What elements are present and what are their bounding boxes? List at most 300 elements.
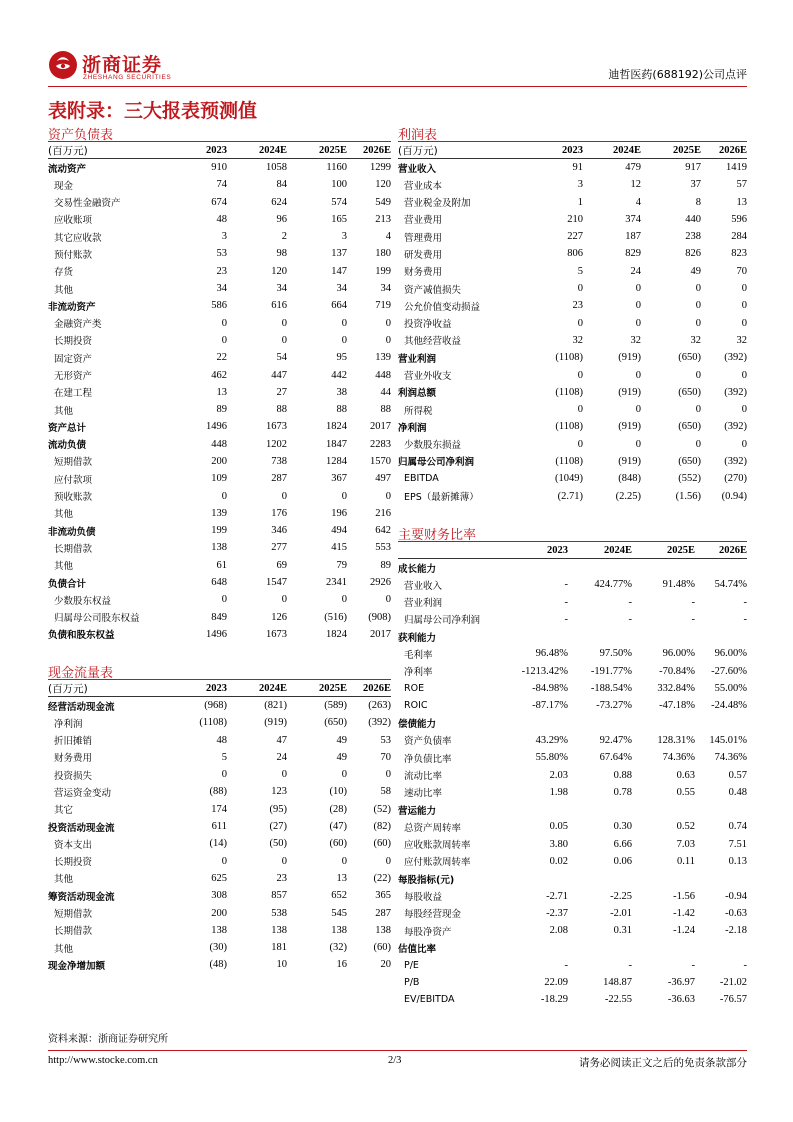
cell-value: 415 — [331, 542, 347, 554]
row-label: EV/EBITDA — [404, 994, 455, 1006]
cell-value: 0 — [221, 490, 227, 502]
cell-value — [568, 801, 632, 818]
cell-value: 32 — [572, 334, 583, 346]
cell-value: (22) — [373, 872, 391, 884]
cell-value — [508, 628, 568, 645]
cell-value: 0 — [635, 369, 641, 381]
row-label: 财务费用 — [404, 267, 443, 279]
ratios-title: 主要财务比率 — [398, 528, 477, 543]
cell-value: 284 — [731, 231, 747, 243]
cell-value: 1496 — [206, 628, 227, 640]
cell-value: 200 — [211, 907, 227, 919]
row-label: 其他 — [54, 943, 74, 955]
cell-value: 216 — [375, 507, 391, 519]
cell-value: 58 — [380, 786, 391, 798]
row-label: 营业收入 — [404, 580, 443, 592]
cell-value: (2.71) — [557, 490, 583, 502]
row-label: 金融资产类 — [54, 319, 102, 331]
cell-value: 13 — [216, 386, 227, 398]
income-statement-table — [398, 141, 747, 505]
cell-value: 0 — [741, 300, 747, 312]
cell-value: 0.30 — [613, 821, 632, 833]
unit-label: (百万元) — [48, 680, 167, 697]
cell-value: 0.78 — [613, 786, 632, 798]
cell-value: 1160 — [326, 162, 347, 174]
cell-value: (10) — [329, 786, 347, 798]
table-row — [398, 401, 747, 418]
row-label: 归属母公司净利润 — [404, 615, 481, 627]
row-label: 少数股东权益 — [54, 595, 112, 607]
cell-value: 0.48 — [728, 786, 747, 798]
row-label: 营运能力 — [398, 805, 437, 817]
cell-value: -76.57 — [719, 994, 747, 1006]
cell-value: -188.54% — [590, 683, 632, 695]
row-label: 其它应收款 — [54, 232, 102, 244]
cell-value: 440 — [685, 213, 701, 225]
row-label: 获利能力 — [398, 632, 437, 644]
cell-value: 287 — [375, 907, 391, 919]
cell-value: 806 — [567, 248, 583, 260]
row-label: EBITDA — [404, 473, 439, 485]
cell-value: 2.03 — [549, 769, 568, 781]
table-row — [398, 628, 747, 645]
cell-value: 0 — [341, 594, 347, 606]
cell-value: (263) — [368, 700, 391, 712]
cell-value: 0.57 — [728, 769, 747, 781]
cell-value: 0 — [341, 769, 347, 781]
cell-value: (919) — [618, 386, 641, 398]
cell-value: 16 — [336, 959, 347, 971]
row-label: 营业费用 — [404, 215, 443, 227]
cell-value: 123 — [271, 786, 287, 798]
table-row — [48, 818, 391, 835]
table-row — [398, 314, 747, 331]
cell-value: 857 — [271, 890, 287, 902]
footer-url[interactable]: http://www.stocke.com.cn — [48, 1055, 158, 1066]
cell-value: (48) — [209, 959, 227, 971]
cell-value: 0.11 — [677, 855, 695, 867]
table-row — [398, 593, 747, 610]
year-header: 2024E — [583, 142, 641, 159]
cell-value: (392) — [724, 352, 747, 364]
cell-value: 1673 — [266, 421, 287, 433]
row-label: 长期投资 — [54, 857, 93, 869]
table-row — [48, 783, 391, 800]
cell-value: -84.98% — [532, 683, 568, 695]
cell-value: (88) — [209, 786, 227, 798]
cell-value: 0 — [577, 317, 583, 329]
cell-value: 98 — [276, 248, 287, 260]
cell-value: 8 — [695, 196, 701, 208]
table-row — [48, 522, 391, 539]
cell-value: 0 — [695, 317, 701, 329]
cell-value: -191.77% — [590, 665, 632, 677]
cell-value: 199 — [375, 265, 391, 277]
table-row — [48, 176, 391, 193]
cell-value: 49 — [336, 734, 347, 746]
row-label: 投资净收益 — [404, 319, 452, 331]
table-row — [48, 470, 391, 487]
row-label: 预收账款 — [54, 492, 93, 504]
cell-value: - — [628, 959, 632, 971]
cell-value: 462 — [211, 369, 227, 381]
year-header: 2023 — [508, 542, 568, 559]
cell-value: 1496 — [206, 421, 227, 433]
cell-value — [632, 559, 695, 576]
cell-value — [632, 870, 695, 887]
table-row — [398, 349, 747, 366]
cell-value: 1824 — [326, 421, 347, 433]
cell-value: 0.63 — [676, 769, 695, 781]
cell-value: 448 — [375, 369, 391, 381]
cell-value: 0.52 — [676, 821, 695, 833]
cell-value: 2.08 — [549, 925, 568, 937]
cell-value: -1.42 — [673, 907, 695, 919]
table-row — [48, 852, 391, 869]
row-label: 其他 — [54, 284, 74, 296]
cell-value: 109 — [211, 473, 227, 485]
cell-value: 648 — [211, 577, 227, 589]
cell-value: 138 — [331, 924, 347, 936]
cell-value: 1202 — [266, 438, 287, 450]
year-header: 2026E — [347, 680, 391, 697]
cell-value: - — [628, 613, 632, 625]
table-row — [398, 193, 747, 210]
cell-value: (968) — [204, 700, 227, 712]
row-label: 速动比率 — [404, 788, 443, 800]
cell-value: (919) — [618, 352, 641, 364]
cell-value: (60) — [329, 838, 347, 850]
footer-disclaimer: 请务必阅读正文之后的免责条款部分 — [579, 1057, 747, 1069]
table-row — [398, 453, 747, 470]
cell-value: 0 — [635, 283, 641, 295]
cell-value: 0 — [281, 855, 287, 867]
cell-value: 138 — [211, 542, 227, 554]
row-label: 净利润 — [54, 718, 83, 730]
cell-value: (392) — [724, 386, 747, 398]
cell-value: 96.48% — [535, 648, 568, 660]
row-label: 应收账款周转率 — [404, 840, 471, 852]
cell-value: 1299 — [370, 162, 391, 174]
table-row — [398, 905, 747, 922]
cell-value — [508, 939, 568, 956]
table-row — [48, 904, 391, 921]
table-row — [48, 332, 391, 349]
cell-value: 0 — [221, 855, 227, 867]
cell-value: (82) — [373, 821, 391, 833]
cell-value — [632, 939, 695, 956]
cell-value: 0 — [695, 283, 701, 295]
table-row — [48, 626, 391, 643]
cell-value: 4 — [385, 231, 391, 243]
cell-value: 165 — [331, 213, 347, 225]
row-label: 公允价值变动损益 — [404, 301, 481, 313]
table-row — [48, 245, 391, 262]
cell-value — [508, 801, 568, 818]
cell-value: - — [691, 959, 695, 971]
page-title: 表附录：三大报表预测值 — [48, 100, 258, 122]
table-row — [48, 401, 391, 418]
cell-value: -2.18 — [725, 925, 747, 937]
table-row — [398, 297, 747, 314]
cell-value: (1108) — [199, 717, 227, 729]
cell-value: 0 — [741, 438, 747, 450]
cell-value: (2.25) — [615, 490, 641, 502]
cell-value: 0 — [281, 594, 287, 606]
row-label: 所得税 — [404, 405, 433, 417]
cell-value — [695, 801, 747, 818]
row-label: 营业收入 — [398, 163, 437, 175]
cell-value: 47 — [276, 734, 287, 746]
cell-value: (848) — [618, 473, 641, 485]
row-label: 折旧摊销 — [54, 736, 93, 748]
row-label: 长期借款 — [54, 543, 93, 555]
cell-value: 23 — [572, 300, 583, 312]
row-label: 归属母公司股东权益 — [54, 613, 140, 625]
cell-value: -1.56 — [673, 890, 695, 902]
cell-value: 5 — [577, 265, 583, 277]
cell-value: 0 — [695, 300, 701, 312]
cell-value: -36.63 — [667, 994, 695, 1006]
cell-value: - — [743, 959, 747, 971]
cell-value: 34 — [336, 283, 347, 295]
cell-value: (392) — [724, 421, 747, 433]
cell-value: 823 — [731, 248, 747, 260]
cell-value: - — [564, 613, 568, 625]
row-label: 财务费用 — [54, 753, 93, 765]
cell-value: 545 — [331, 907, 347, 919]
cell-value: 0 — [341, 334, 347, 346]
cell-value: 738 — [271, 455, 287, 467]
cell-value — [568, 628, 632, 645]
cell-value: 96.00% — [662, 648, 695, 660]
cell-value: 0.55 — [676, 786, 695, 798]
table-row — [398, 991, 747, 1008]
cell-value: 70 — [380, 751, 391, 763]
cell-value: (60) — [373, 838, 391, 850]
cell-value: 332.84% — [657, 683, 695, 695]
cell-value: 553 — [375, 542, 391, 554]
cell-value: 92.47% — [599, 734, 632, 746]
cell-value: 96 — [276, 213, 287, 225]
cash-flow-table — [48, 679, 391, 974]
year-header: 2025E — [287, 680, 347, 697]
row-label: 营业成本 — [404, 180, 443, 192]
table-row — [48, 870, 391, 887]
row-label: 投资损失 — [54, 770, 93, 782]
row-label: 利润总额 — [398, 388, 437, 400]
row-label: 长期借款 — [54, 926, 93, 938]
cell-value: - — [691, 596, 695, 608]
cell-value: 5 — [221, 751, 227, 763]
table-row — [398, 280, 747, 297]
table-row — [398, 645, 747, 662]
year-header: 2024E — [568, 542, 632, 559]
cell-value: 1 — [577, 196, 583, 208]
cell-value: 616 — [271, 300, 287, 312]
cell-value: 126 — [271, 611, 287, 623]
table-row — [398, 697, 747, 714]
cell-value: 38 — [336, 386, 347, 398]
cell-value: 187 — [625, 231, 641, 243]
cell-value: -0.94 — [725, 890, 747, 902]
row-label: 总资产周转率 — [404, 822, 462, 834]
table-row — [48, 418, 391, 435]
cell-value: 34 — [380, 283, 391, 295]
table-row — [48, 436, 391, 453]
table-row — [398, 853, 747, 870]
table-row — [48, 366, 391, 383]
cell-value: 34 — [216, 283, 227, 295]
cell-value: (908) — [368, 611, 391, 623]
cell-value: (95) — [269, 803, 287, 815]
table-row — [48, 939, 391, 956]
cell-value — [568, 559, 632, 576]
cell-value — [508, 870, 568, 887]
cell-value: 55.80% — [535, 752, 568, 764]
cell-value: 32 — [690, 334, 701, 346]
table-row — [398, 974, 747, 991]
cell-value: (32) — [329, 942, 347, 954]
cell-value: 0 — [281, 490, 287, 502]
cell-value: 0 — [577, 369, 583, 381]
cell-value: 0 — [341, 490, 347, 502]
table-row — [398, 957, 747, 974]
cell-value: 0 — [221, 594, 227, 606]
row-label: 其他 — [54, 561, 74, 573]
cell-value: 497 — [375, 473, 391, 485]
cell-value: 0.02 — [549, 855, 568, 867]
cell-value — [508, 714, 568, 731]
year-header: 2026E — [701, 142, 747, 159]
cell-value: 12 — [630, 179, 641, 191]
cell-value: 664 — [331, 300, 347, 312]
cell-value: 1824 — [326, 628, 347, 640]
footer-divider — [48, 1050, 747, 1051]
row-label: 成长能力 — [398, 563, 437, 575]
cell-value — [632, 801, 695, 818]
cell-value: - — [628, 596, 632, 608]
cell-value: 494 — [331, 525, 347, 537]
cell-value: 34 — [276, 283, 287, 295]
row-label: 管理费用 — [404, 232, 443, 244]
cell-value: 0 — [385, 594, 391, 606]
report-reference: 迪哲医药(688192)公司点评 — [608, 68, 747, 81]
cell-value: (392) — [368, 717, 391, 729]
cell-value: -2.71 — [546, 890, 568, 902]
table-header-row — [48, 142, 391, 159]
row-label: 每股指标(元) — [398, 874, 455, 886]
row-label: 资产负债率 — [404, 736, 452, 748]
table-row — [398, 418, 747, 435]
cell-value: 74.36% — [662, 752, 695, 764]
cell-value: -2.01 — [610, 907, 632, 919]
table-row — [48, 887, 391, 904]
cell-value: 138 — [375, 924, 391, 936]
table-row — [398, 228, 747, 245]
cell-value: -87.17% — [532, 700, 568, 712]
row-label: 短期借款 — [54, 909, 93, 920]
cell-value: 0 — [577, 283, 583, 295]
cell-value: -22.55 — [604, 994, 632, 1006]
cell-value: 3 — [577, 179, 583, 191]
table-row — [398, 836, 747, 853]
row-label: 营业利润 — [398, 353, 437, 365]
cell-value: -18.29 — [540, 994, 568, 1006]
cell-value: (650) — [678, 421, 701, 433]
table-row — [398, 870, 747, 887]
cell-value: 20 — [380, 959, 391, 971]
cell-value: 43.29% — [535, 734, 568, 746]
row-label: 应收账项 — [54, 215, 93, 227]
cell-value: (919) — [264, 717, 287, 729]
year-header: 2026E — [695, 542, 747, 559]
row-label: 其他 — [54, 509, 74, 521]
table-row — [398, 436, 747, 453]
cell-value: 447 — [271, 369, 287, 381]
table-row — [48, 714, 391, 731]
cell-value — [568, 939, 632, 956]
row-label: 负债和股东权益 — [48, 630, 115, 642]
cell-value: -1.24 — [673, 925, 695, 937]
cell-value: (52) — [373, 803, 391, 815]
row-label: 现金 — [54, 180, 74, 192]
cell-value: 32 — [736, 334, 747, 346]
cell-value: (650) — [678, 386, 701, 398]
cell-value: 1547 — [266, 577, 287, 589]
cell-value: 0 — [577, 404, 583, 416]
page-header — [48, 46, 747, 86]
cell-value: 53 — [380, 734, 391, 746]
cell-value: 145.01% — [709, 734, 747, 746]
cell-value: 549 — [375, 196, 391, 208]
cell-value: - — [564, 959, 568, 971]
cell-value: 96.00% — [714, 648, 747, 660]
cell-value: -70.84% — [659, 665, 695, 677]
cell-value: 227 — [567, 231, 583, 243]
table-row — [398, 732, 747, 749]
cell-value: 308 — [211, 890, 227, 902]
row-label: 现金净增加额 — [48, 960, 106, 972]
cell-value: 0.13 — [728, 855, 747, 867]
cell-value: 1570 — [370, 455, 391, 467]
balance-sheet-table — [48, 141, 391, 643]
cell-value: 213 — [375, 213, 391, 225]
cell-value: 365 — [375, 890, 391, 902]
cell-value: 89 — [216, 404, 227, 416]
brand-logo-icon — [48, 50, 78, 80]
row-label: 营业利润 — [404, 598, 443, 610]
cell-value: 138 — [271, 924, 287, 936]
cell-value: 0 — [741, 317, 747, 329]
cell-value: 139 — [375, 352, 391, 364]
unit-label: (百万元) — [398, 142, 528, 159]
unit-label — [398, 542, 508, 559]
table-row — [398, 818, 747, 835]
cell-value: 13 — [736, 196, 747, 208]
cell-value: 84 — [276, 179, 287, 191]
cell-value: 0 — [635, 317, 641, 329]
row-label: 非流动资产 — [48, 301, 96, 313]
table-row — [48, 749, 391, 766]
cell-value: 57 — [736, 179, 747, 191]
cell-value: 479 — [625, 162, 641, 174]
cell-value: 0 — [577, 438, 583, 450]
cell-value: 0 — [741, 404, 747, 416]
cell-value: 199 — [211, 525, 227, 537]
cell-value: 48 — [216, 734, 227, 746]
year-header: 2023 — [167, 142, 227, 159]
